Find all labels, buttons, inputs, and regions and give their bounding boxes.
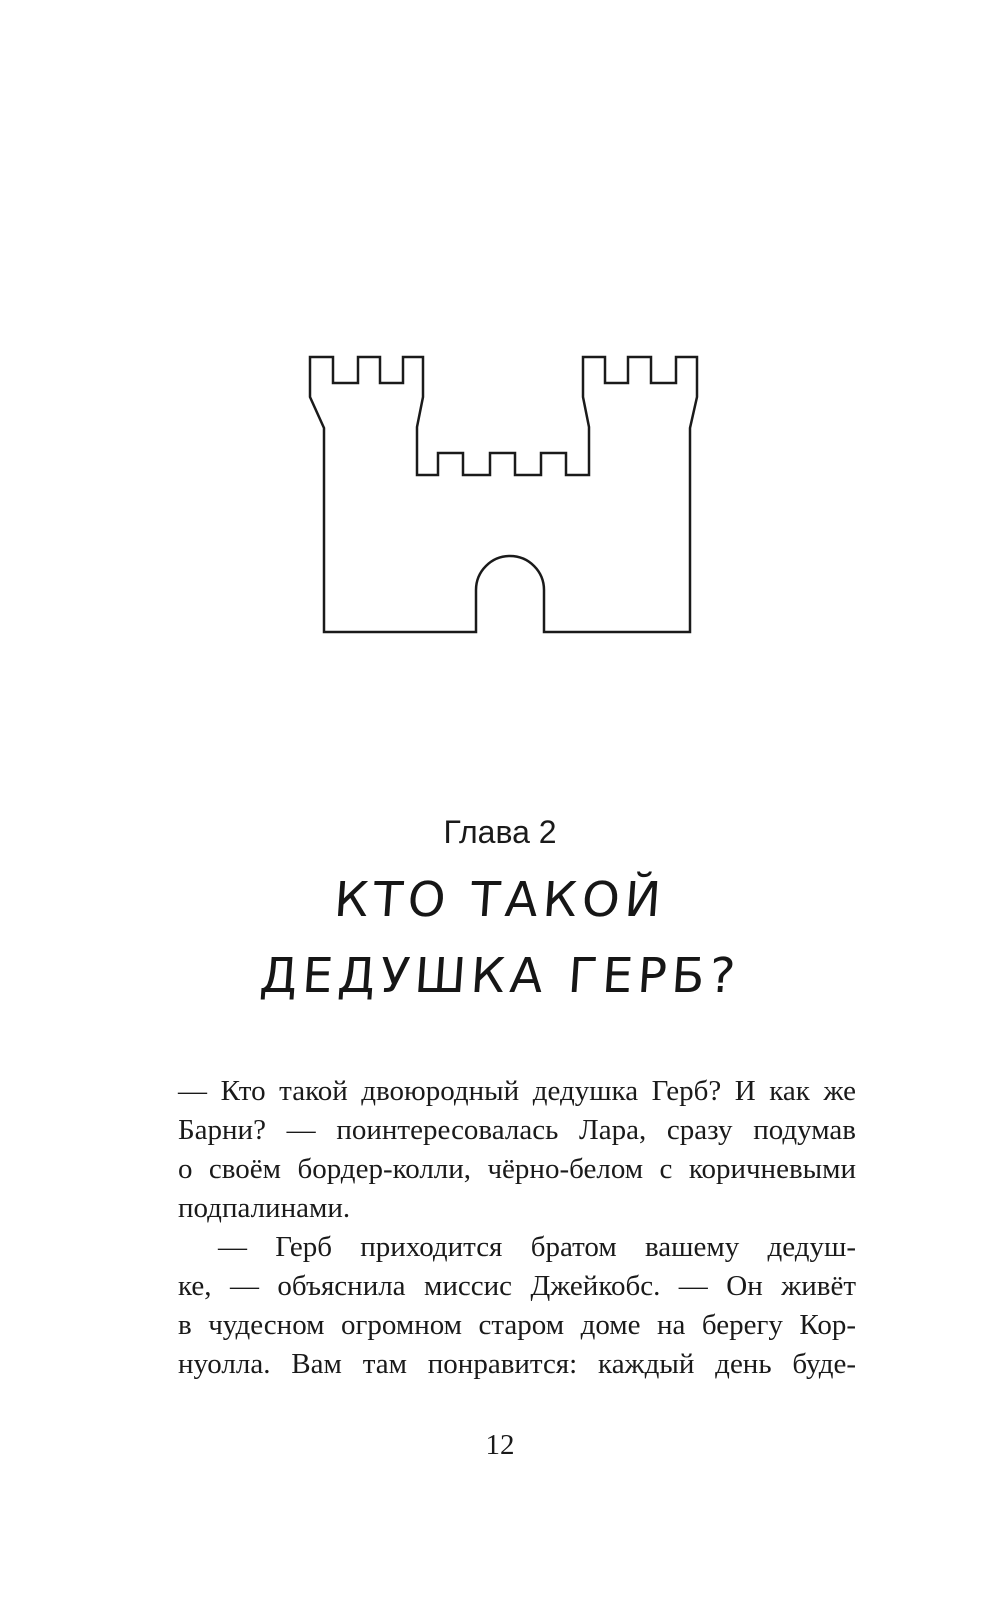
text-line: в чудесном огромном старом доме на берегу Кор- <box>178 1309 856 1341</box>
text-line: ке, — объяснила миссис Джейкобс. — Он живёт <box>178 1270 856 1302</box>
text-line: Барни? — поинтересовалась Лара, сразу подумав <box>178 1114 856 1146</box>
castle-icon <box>300 350 720 660</box>
text-line: — Кто такой двоюродный дедушка Герб? И как же <box>178 1075 856 1107</box>
body-text <box>178 1072 856 1384</box>
text-line: о своём бордер-колли, чёрно-белом с коричневыми <box>178 1153 856 1185</box>
chapter-label: Глава 2 <box>443 814 557 850</box>
text-line: — Герб приходится братом вашему дедуш- <box>218 1231 856 1263</box>
chapter-title-line-1: КТО ТАКОЙ <box>332 872 668 928</box>
page-number: 12 <box>485 1429 515 1461</box>
text-line: подпалинами. <box>178 1192 351 1224</box>
text-line: нуолла. Вам там понравится: каждый день буде- <box>178 1348 856 1380</box>
chapter-title-line-2: ДЕДУШКА ГЕРБ? <box>258 948 742 1004</box>
